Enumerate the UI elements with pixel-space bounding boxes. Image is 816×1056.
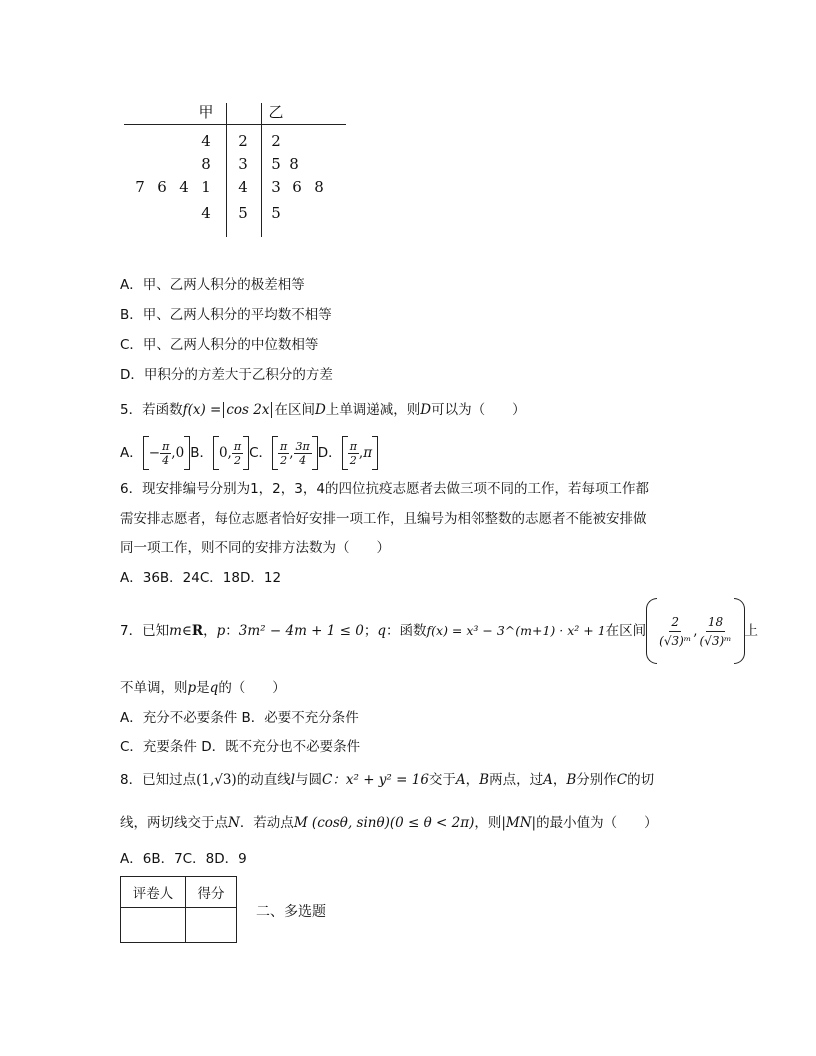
q5-options: [120, 436, 378, 470]
q5-mid: 在区间: [274, 402, 315, 418]
q7-q: q: [377, 623, 387, 639]
paren-right: [734, 598, 745, 664]
q5-suffix2: 可以为（ ）: [431, 402, 526, 418]
header-rule: [124, 124, 346, 125]
stem: 5: [238, 204, 248, 222]
q7-prefix: 7．已知: [120, 623, 170, 639]
score-header: 得分: [186, 877, 237, 908]
q5-stem: [120, 400, 526, 420]
q4-option-d: D．甲积分的方差大于乙积分的方差: [120, 367, 333, 383]
q8-point-a: A: [455, 772, 466, 788]
q8-text: 8．已知过点: [120, 772, 197, 788]
left-header: 甲: [198, 103, 214, 121]
q7-line2-mid: 是: [196, 680, 210, 696]
q8-text: 交于: [428, 772, 456, 788]
right-leaf: 3: [271, 178, 281, 196]
fraction: [278, 440, 289, 467]
right-leaf: 5: [271, 204, 281, 222]
denominator: 2: [280, 453, 288, 467]
denominator: (√3)ᵐ: [659, 633, 692, 648]
q8-options: A．6B．7C．8D．9: [120, 851, 247, 867]
q7-sep1: ，: [203, 623, 217, 639]
q5-option-a-label: A．: [120, 445, 143, 461]
bound: 0: [218, 445, 228, 461]
q6-line-1: 6．现安排编号分别为1，2，3，4的四位抗疫志愿者去做三项不同的工作，若每项工作都: [120, 481, 649, 497]
numerator: π: [349, 439, 357, 453]
comma: ,: [171, 445, 176, 461]
paren-left: [646, 598, 657, 664]
fraction: [232, 440, 243, 467]
numerator: π: [280, 439, 288, 453]
right-leaf: 8: [289, 155, 299, 173]
score-table: [120, 876, 237, 943]
numerator: 18: [706, 613, 725, 632]
q5-option-c-label: C．: [249, 445, 273, 461]
right-leaf: 5: [271, 155, 281, 173]
left-leaf: 4: [201, 132, 211, 150]
minus-sign: −: [148, 445, 161, 461]
q7-func: f(x) = x³ − 3^(m+1) · x² + 1: [426, 623, 606, 638]
left-leaf: 1: [201, 178, 211, 196]
numerator: 2: [669, 613, 681, 632]
q8-line-1: [120, 770, 654, 790]
stem: 4: [238, 178, 248, 196]
q7-options-1: A．充分不必要条件 B．必要不充分条件: [120, 710, 359, 726]
q7-reals: R: [191, 623, 204, 639]
left-leaf: 4: [179, 178, 189, 196]
denominator: 4: [299, 453, 307, 467]
q8-distance: |MN|: [501, 815, 537, 831]
q8-text: ．若动点: [239, 815, 294, 831]
stem: 3: [238, 155, 248, 173]
q5-suffix1: 上单调递减，则: [325, 402, 421, 418]
q8-text: 的最小值为（ ）: [536, 815, 658, 831]
fraction: [348, 440, 359, 467]
q5-func-arg: (x) =: [187, 402, 222, 418]
denominator: 4: [162, 453, 170, 467]
abs-bar-left: [223, 402, 224, 418]
q4-option-c: C．甲、乙两人积分的中位数相等: [120, 337, 319, 353]
left-leaf: 4: [201, 204, 211, 222]
q7-line2-q: q: [209, 680, 219, 696]
q5-option-d-label: D．: [317, 445, 342, 461]
score-cell[interactable]: [186, 908, 237, 943]
left-leaf: 7: [135, 178, 145, 196]
numerator: π: [233, 439, 242, 453]
q8-point-b: B: [566, 772, 577, 788]
q8-circle-c: C: [322, 772, 333, 788]
left-leaf: 8: [201, 155, 211, 173]
q4-option-a: A．甲、乙两人积分的极差相等: [120, 277, 305, 293]
q7-in: ∈: [181, 623, 192, 639]
q8-text: 与圆: [295, 772, 323, 788]
q7-ineq: 3m² − 4m + 1 ≤ 0: [238, 623, 364, 639]
q6-options: A．36B．24C．18D．12: [120, 570, 282, 586]
q5-option-b-label: B．: [190, 445, 213, 461]
fraction: [697, 613, 733, 650]
q5-prefix: 5．若函数: [120, 402, 183, 418]
q7-stem: 7．已知m∈R，p：3m² − 4m + 1 ≤ 0；q：函数f(x) = x³ − 3^(m+1) · x² + 1在区间 $\frac{2}{\text{(√3)ᵐ}}$ , $\frac{18}{\text{(√3)ᵐ}}$ 上: [120, 598, 758, 664]
bound: 0: [175, 445, 185, 461]
comma: ,: [358, 445, 364, 461]
q8-point-n: N: [228, 815, 240, 831]
q5-func-name: f: [182, 402, 188, 418]
fraction: [160, 440, 171, 467]
q8-text: ，: [552, 772, 567, 788]
section-title: 二、多选题: [256, 904, 326, 920]
q7-colon1: ：: [225, 623, 239, 639]
right-header: 乙: [268, 103, 284, 121]
q7-line2-text: 不单调，则: [120, 680, 188, 696]
fraction: [294, 440, 312, 467]
comma: ,: [289, 445, 294, 461]
q8-circle-eq: ：x² + y² = 16: [332, 772, 429, 788]
q8-point-m: M (cosθ, sinθ)(0 ≤ θ < 2π): [293, 815, 475, 831]
q8-line-2: [120, 813, 658, 833]
q7-options-2: C．充要条件 D．既不充分也不必要条件: [120, 739, 361, 755]
q8-text: 线，两切线交于点: [120, 815, 228, 831]
right-leaf: 2: [271, 132, 281, 150]
q8-text: 两点，过: [489, 772, 544, 788]
q5-var-d2: D: [420, 402, 432, 418]
left-leaf: 6: [157, 178, 167, 196]
q5-var-d: D: [314, 402, 326, 418]
denominator: 2: [349, 453, 357, 467]
abs-bar-right: [271, 402, 272, 418]
q7-m: m: [169, 623, 182, 639]
q8-point: (1,√3): [196, 772, 237, 788]
stem: 2: [238, 132, 248, 150]
denominator: (√3)ᵐ: [699, 633, 732, 648]
q8-text: ，则: [474, 815, 502, 831]
grader-cell[interactable]: [121, 908, 186, 943]
q5-abs-content: cos 2x: [226, 402, 270, 418]
denominator: 2: [233, 453, 241, 467]
q8-circle-c: C: [616, 772, 628, 788]
right-leaf: 8: [314, 178, 324, 196]
q4-option-b: B．甲、乙两人积分的平均数不相等: [120, 307, 332, 323]
q7-colon2: ：函数: [386, 623, 427, 639]
q7-mid: 在区间: [605, 623, 647, 639]
q7-suffix: 上: [744, 623, 758, 639]
fraction: [657, 613, 693, 650]
q8-line-l: l: [290, 772, 296, 788]
right-leaf: 6: [292, 178, 302, 196]
numerator: 3π: [295, 439, 310, 453]
q7-p: p: [216, 623, 226, 639]
q8-point-a: A: [543, 772, 553, 788]
bound: π: [363, 445, 373, 461]
q8-text: 的动直线: [236, 772, 291, 788]
q7-sep2: ；: [363, 623, 378, 639]
numerator: π: [162, 439, 170, 453]
q7-line2-end: 的（ ）: [218, 680, 286, 696]
q7-line2-p: p: [187, 680, 197, 696]
q8-text: 分别作: [576, 772, 617, 788]
q6-line-3: 同一项工作，则不同的安排方法数为（ ）: [120, 540, 390, 556]
comma: ,: [227, 445, 232, 461]
q8-text: 的切: [627, 772, 655, 788]
grader-header: 评卷人: [121, 877, 186, 908]
q8-point-b: B: [479, 772, 490, 788]
q7-line-2: [120, 678, 286, 698]
q6-line-2: 需安排志愿者，每位志愿者恰好安排一项工作，且编号为相邻整数的志愿者不能被安排做: [120, 511, 647, 527]
bracket-right: [372, 436, 378, 470]
stem-leaf-plot: [0, 0, 816, 250]
q8-text: ，: [465, 772, 480, 788]
